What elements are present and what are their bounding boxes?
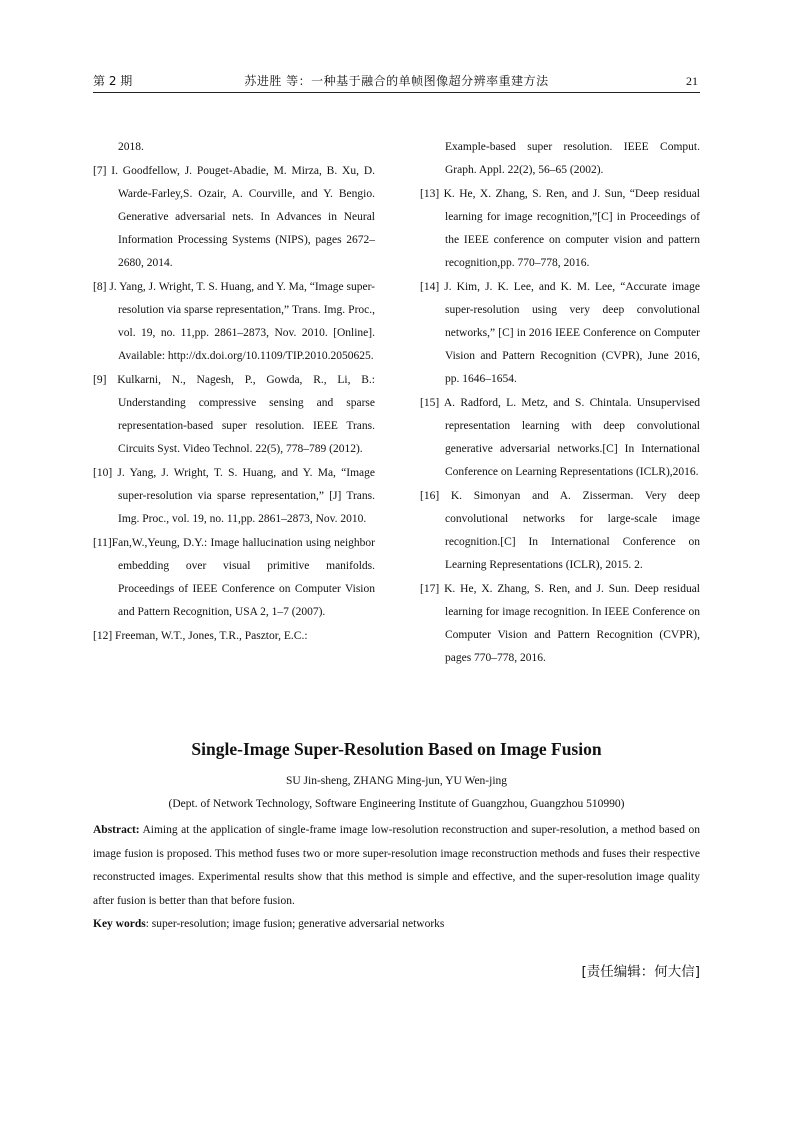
reference-item: [12] Freeman, W.T., Jones, T.R., Pasztor, E.C.: [93, 630, 308, 642]
running-title: 苏进胜 等：一种基于融合的单帧图像超分辨率重建方法 [244, 74, 549, 88]
reference-number: [15] [420, 397, 440, 409]
reference-number: [14] [420, 281, 440, 293]
reference-number: [12] [93, 630, 113, 642]
reference-number: [7] [93, 165, 107, 177]
reference-item: 2018. [118, 141, 144, 153]
reference-item: [10] J. Yang, J. Wright, T. S. Huang, and Y. Ma, “Image super-resolution via sparse representation,” [J] Trans. Img. Proc., vol. 19, no. 11,pp. 2861–2873, Nov. 2010. [93, 467, 375, 525]
reference-item: [7] I. Goodfellow, J. Pouget-Abadie, M. Mirza, B. Xu, D. Warde-Farley,S. Ozair, A. Courville, and Y. Bengio. Generative adversarial nets. In Advances in Neural Information Processing Systems (NIPS), pages 2672–2680, 2014. [93, 165, 375, 269]
english-title: Single-Image Super-Resolution Based on Image Fusion [191, 739, 602, 759]
reference-item: [16] K. Simonyan and A. Zisserman. Very deep convolutional networks for large-scale image recognition.[C] In International Conference on Learning Representations (ICLR), 2015. 2. [420, 490, 701, 571]
reference-number: [11] [93, 537, 112, 549]
running-header [93, 72, 700, 93]
reference-item: [14] J. Kim, J. K. Lee, and K. M. Lee, “Accurate image super-resolution using very deep convolutional networks,” [C] in 2016 IEEE Conference on Computer Vision and Pattern Recognition (CVPR), June 2016, pp. 1646–1654. [420, 281, 700, 385]
english-affiliation: (Dept. of Network Technology, Software Engineering Institute of Guangzhou, Guangzhou 510990) [168, 798, 625, 810]
english-keywords [93, 914, 700, 934]
reference-item: [11]Fan,W.,Yeung, D.Y.: Image hallucination using neighbor embedding over visual primitive manifolds. Proceedings of IEEE Conference on Computer Vision and Pattern Recognition, USA 2, 1–7 (2007). [93, 537, 375, 618]
references-left-column [93, 136, 375, 648]
reference-number: [9] [93, 374, 107, 386]
page-number: 21 [686, 74, 698, 88]
reference-item: [9] Kulkarni, N., Nagesh, P., Gowda, R., Li, B.: Understanding compressive sensing and sparse representation-based super resolution. IEEE Trans. Circuits Syst. Video Technol. 22(5), 778–789 (2012). [93, 374, 376, 455]
reference-item: Example-based super resolution. IEEE Comput. Graph. Appl. 22(2), 56–65 (2002). [445, 141, 700, 176]
abstract-text: Aiming at the application of single-frame image low-resolution reconstruction and super-resolution, a method based on image fusion is proposed. This method fuses two or more super-resolution image reconstruction methods and fuses their respective reconstructed images. Experimental results show that this method is simple and effective, and the super-resolution image quality after fusion is better than that before fusion. [93, 824, 700, 907]
english-authors: SU Jin-sheng, ZHANG Ming-jun, YU Wen-jing [285, 775, 508, 787]
reference-number: [8] [93, 281, 107, 293]
reference-number: [17] [420, 583, 440, 595]
references-right-column [420, 136, 700, 670]
responsible-editor: [责任编辑：何大信] [581, 964, 700, 980]
issue-number: 第 2 期 [93, 74, 133, 88]
english-abstract [93, 819, 700, 913]
reference-item: [15] A. Radford, L. Metz, and S. Chintala. Unsupervised representation learning with deep convolutional generative adversarial networks.[C] In International Conference on Learning Representations (ICLR),2016. [420, 397, 700, 478]
abstract-label: Abstract: [93, 824, 140, 836]
reference-item: [17] K. He, X. Zhang, S. Ren, and J. Sun. Deep residual learning for image recognition. In IEEE Conference on Computer Vision and Pattern Recognition (CVPR), pages 770–778, 2016. [420, 583, 701, 664]
reference-item: [8] J. Yang, J. Wright, T. S. Huang, and Y. Ma, “Image super-resolution via sparse representation,” Trans. Img. Proc., vol. 19, no. 11,pp. 2861–2873, Nov. 2010. [Online]. Available: http://dx.doi.org/10.1109/TIP.2010.2050625. [93, 281, 375, 362]
reference-item: [13] K. He, X. Zhang, S. Ren, and J. Sun, “Deep residual learning for image recognition,”[C] in Proceedings of the IEEE conference on computer vision and pattern recognition,pp. 770–778, 2016. [420, 188, 700, 269]
keywords-text: : super-resolution; image fusion; generative adversarial networks [145, 918, 445, 930]
reference-number: [16] [420, 490, 440, 502]
keywords-label: Key words [93, 918, 146, 930]
reference-number: [13] [420, 188, 440, 200]
reference-number: [10] [93, 467, 113, 479]
